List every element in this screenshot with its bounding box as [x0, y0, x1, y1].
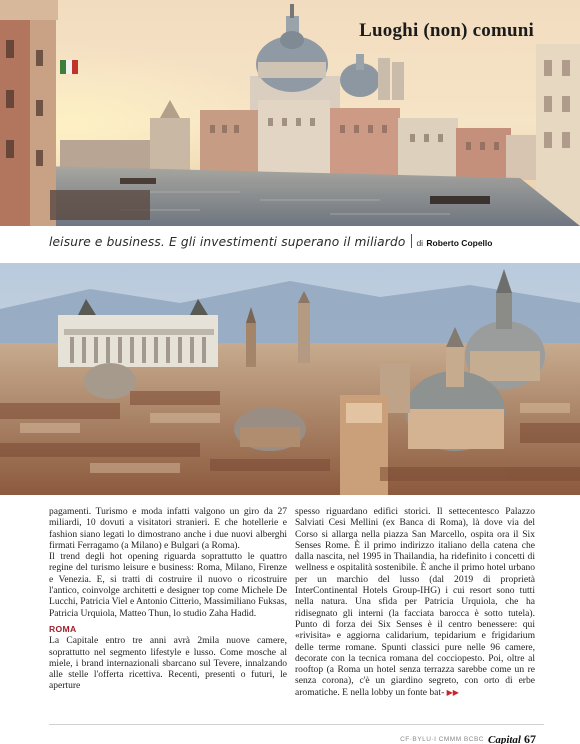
rome-photo [0, 263, 580, 495]
author-name: Roberto Copello [426, 238, 493, 248]
divider [411, 234, 412, 248]
section-title: Luoghi (non) comuni [359, 20, 534, 41]
partner-logos: CF·BYLU·I CMMM BCBC [400, 736, 484, 743]
page-number: 67 [524, 732, 536, 744]
footer-rule [49, 724, 544, 725]
continue-arrow-icon: ▶▶ [446, 687, 459, 697]
paragraph: Il trend degli hot opening riguarda soprattutto le quattro regine del turismo leisure e business: Roma, Milano, Firenze e Venezia. E, si tratti di costruire il nuovo o ricostruire l'antico, coinvolge architetti e designer top come Michele De Lucchi, Patricia Viel e Antonio Citterio, Massimiliano Fuksas, Patricia Urquiola, Matteo Thun, lo studio Zaha Hadid. [49, 551, 287, 619]
paragraph: pagamenti. Turismo e moda infatti valgono un giro da 27 miliardi, 10 dovuti a visitatori stranieri. E che hotellerie e fashion siano legati lo dimostrano anche i due nuovi alberghi firmati Ferragamo (a Milano) e Bulgari (a Roma). [49, 506, 287, 551]
article-column-right [295, 506, 535, 698]
article-column-left [49, 506, 287, 692]
standfirst [49, 234, 549, 254]
venice-photo [0, 0, 580, 226]
subhead-roma: ROMA [49, 623, 77, 634]
paragraph: La Capitale entro tre anni avrà 2mila nuove camere, soprattutto nel segmento lifestyle e lusso. Come mosche al miele, i brand internazionali sbarcano sul Tevere, innalzando alle stelle l'offerta ricettiva. Recenti, presenti o futuri, le aperture [49, 635, 287, 692]
paragraph: spesso riguardano edifici storici. Il settecentesco Palazzo Salviati Cesi Mellini (ex Banca di Roma), là dove via del Corso si allarga nella piazza San Marcello, ospita ora il Six Senses Rome. È il primo indirizzo italiano della catena che dalla nascita, nel 1995 in Thailandia, ha ridefinito i concetti di wellness e ospitalità sostenibile. È anche il primo hotel urbano per un marchio del lusso (dal 2019 di proprietà InterContinental Hotels Group-IHG) i cui resort sono tutti nella natura. Una sfida per Patricia Urquiola, che ha ridisegnato gli interni (la facciata barocca è sotto tutela). Punto di forza dei Six Senses è il centro benessere: qui «rivisita» e aggiorna calidarium, tepidarium e frigidarium delle terme romane. Spunti classici pure nelle 96 camere, decorate con la tecnica romana del cocciopesto. Poi, oltre al rooftop (a Roma un hotel senza terrazza sarebbe come un re senza corona), c'è un giardino segreto, con orto di erbe aromatiche. E nella lobby un fonte bat- [295, 506, 535, 698]
page-folio [400, 730, 536, 744]
byline-label: di [416, 238, 424, 248]
magazine-name: Capital [487, 734, 521, 744]
standfirst-text: leisure e business. E gli investimenti superano il miliardo [49, 235, 406, 249]
